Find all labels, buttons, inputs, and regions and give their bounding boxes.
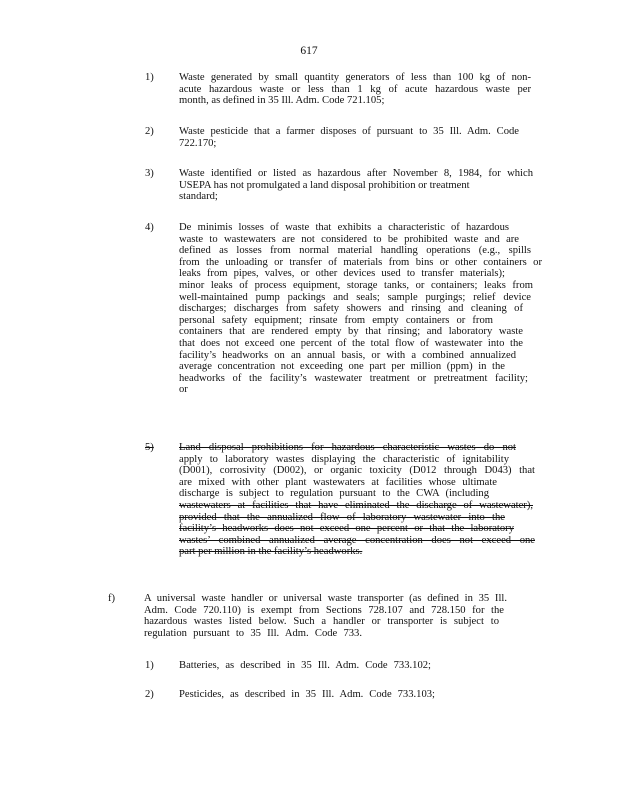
- text-line: acute hazardous waste or less than 1 kg of acute hazardous waste per: [179, 83, 531, 95]
- section-label: f): [108, 593, 116, 604]
- text-line: regulation pursuant to 35 Ill. Adm. Code 733.: [144, 627, 362, 639]
- item-text: [179, 168, 533, 203]
- text-line: minor leaks of process equipment, storage tanks, or containers; leaks from: [179, 279, 533, 291]
- item-text: [179, 126, 519, 149]
- text-line: A universal waste handler or universal waste transporter (as defined in 35 Ill.: [144, 593, 507, 604]
- section-text: [144, 593, 507, 639]
- text-line: Waste pesticide that a farmer disposes of pursuant to 35 Ill. Adm. Code: [179, 126, 519, 137]
- text-line: month, as defined in 35 Ill. Adm. Code 721.105;: [179, 95, 385, 107]
- text-line: average concentration not exceeding one part per million (ppm) in the: [179, 361, 505, 373]
- struck-text-line: part per million in the facility’s headworks.: [179, 546, 363, 558]
- text-line: USEPA has not promulgated a land disposal prohibition or treatment: [179, 179, 470, 191]
- struck-text-line: provided that the annualized flow of laboratory wastewater into the: [179, 511, 505, 523]
- text-line: discharges; discharges from safety showers and rinsing and cleaning of: [179, 303, 523, 315]
- item-number: 2): [145, 689, 154, 700]
- text-line: De minimis losses of waste that exhibits a characteristic of hazardous: [179, 222, 509, 233]
- text-line: standard;: [179, 191, 218, 203]
- text-line: discharge is subject to regulation pursuant to the CWA (including: [179, 488, 489, 500]
- text-line: Waste generated by small quantity generators of less than 100 kg of non-: [179, 72, 531, 83]
- text-line: Waste identified or listed as hazardous after November 8, 1984, for which: [179, 168, 533, 179]
- item-number: 2): [145, 126, 154, 137]
- page-number: 617: [300, 45, 318, 57]
- text-line: headworks of the facility’s wastewater treatment or pretreatment facility;: [179, 372, 528, 384]
- item-text: [179, 72, 531, 107]
- text-line: apply to laboratory wastes displaying the characteristic of ignitability: [179, 453, 509, 465]
- text-line: waste to wastewaters are not considered to be prohibited waste and are: [179, 233, 519, 245]
- struck-text-line: Land disposal prohibitions for hazardous characteristic wastes do not: [179, 442, 516, 453]
- struck-text-line: wastewaters at facilities that have eliminated the discharge of wastewater),: [179, 499, 533, 511]
- text-line: well-maintained pump packings and seals; sample purgings; relief device: [179, 291, 531, 303]
- text-line: (D001), corrosivity (D002), or organic toxicity (D012 through D043) that: [179, 465, 535, 477]
- item-text: [179, 442, 535, 558]
- text-line: or: [179, 384, 188, 396]
- text-line: leaks from pipes, valves, or other devices used to transfer materials);: [179, 268, 505, 280]
- text-line: 722.170;: [179, 137, 217, 149]
- item-text: [179, 222, 542, 396]
- struck-text-line: facility’s headworks does not exceed one percent or that the laboratory: [179, 523, 514, 535]
- text-line: Adm. Code 720.110) is exempt from Sections 728.107 and 728.150 for the: [144, 604, 504, 616]
- item-number: 5): [145, 442, 154, 453]
- item-text: [179, 660, 431, 672]
- text-line: hazardous wastes listed below. Such a handler or transporter is subject to: [144, 616, 499, 628]
- item-number: 1): [145, 660, 154, 671]
- text-line: Pesticides, as described in 35 Ill. Adm. Code 733.103;: [179, 689, 435, 700]
- text-line: containers that are rendered empty by that rinsing; and laboratory waste: [179, 326, 523, 338]
- text-line: defined as losses from normal material handling operations (e.g., spills: [179, 245, 531, 257]
- text-line: from the unloading or transfer of materials from bins or other containers or: [179, 256, 542, 268]
- item-number: 3): [145, 168, 154, 179]
- item-number: 4): [145, 222, 154, 233]
- text-line: are mixed with other plant wastewaters at facilities whose ultimate: [179, 476, 497, 488]
- struck-text-line: wastes’ combined annualized average concentration does not exceed one: [179, 534, 535, 546]
- text-line: facility’s headworks on an annual basis, or with a combined annualized: [179, 349, 516, 361]
- text-line: that does not exceed one percent of the total flow of wastewater into the: [179, 337, 523, 349]
- item-text: [179, 689, 435, 701]
- text-line: personal safety equipment; rinsate from empty containers or from: [179, 314, 493, 326]
- item-number: 1): [145, 72, 154, 83]
- text-line: Batteries, as described in 35 Ill. Adm. Code 733.102;: [179, 660, 431, 671]
